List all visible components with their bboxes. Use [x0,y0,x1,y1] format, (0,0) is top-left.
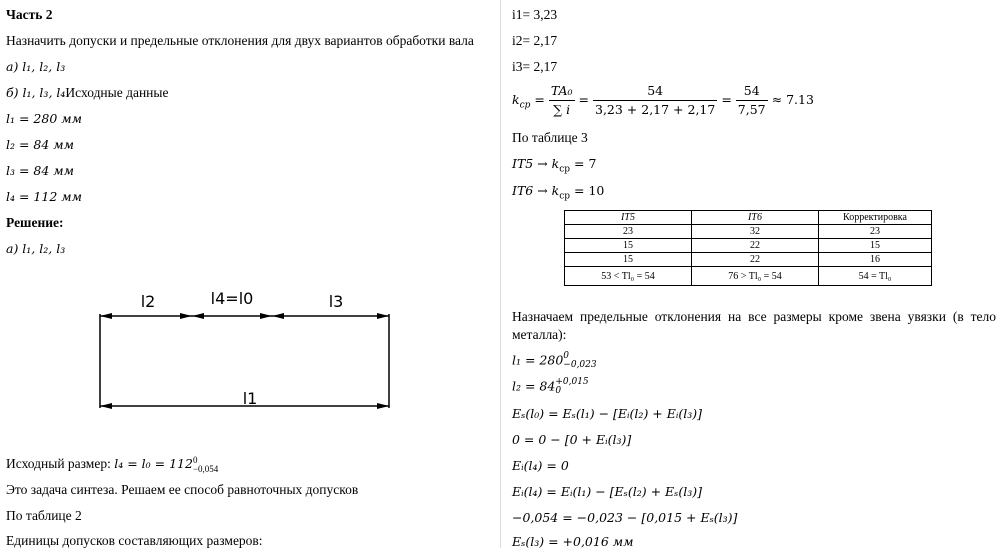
source-size-line [6,456,218,474]
right-column [512,0,996,548]
section-heading: Часть 2 [6,7,53,22]
table-cell: 16 [819,253,932,267]
table-cell: 15 [565,253,692,267]
source-size-upper: 0 [192,455,198,465]
variant-a-solution: а) l₁, l₂, l₃ [6,241,66,256]
arrow-l4-start [192,313,204,319]
kcp-subscript: cp [519,100,531,111]
kcp-formula: $k_{cp}$ = $\frac{\text{TA₀}}{\sum i}$ = $\frac{54}{3,23 + 2,17 + 2,17}$ = $\frac{54}{7,57}$ ≈ 7.13 [512,83,814,117]
l2-value: l₂ = 84 мм [6,137,75,152]
eq5-line: Eᵢ(l₄) = 0 [512,458,569,473]
arrow-l4-end [260,313,272,319]
table-row [565,225,932,239]
synthesis-text: Это задача синтеза. Решаем ее способ равноточных допусков [6,482,359,497]
table-cell: 22 [692,239,819,253]
arrow-l1-end [377,403,389,409]
table-footer-cell: 54 = Tl₀ [819,267,932,286]
initial-data-label: Исходные данные [65,85,169,100]
table-cell: 15 [565,239,692,253]
table-cell: 22 [692,253,819,267]
assign-text: Назначаем предельные отклонения на все размеры кроме звена увязки (в тело металла): [512,309,996,342]
l3-value: l₃ = 84 мм [6,163,75,178]
left-column [6,0,494,548]
i3-value: i3= 2,17 [512,59,558,74]
i1-value: i1= 3,23 [512,7,558,22]
source-size-tolerance [193,456,218,474]
eq4-line: 0 = 0 − [0 + Eᵢ(l₃)] [512,432,632,447]
variant-a: а) l₁, l₂, l₃ [6,59,66,74]
l4-value: l₄ = 112 мм [6,189,82,204]
table3-ref: По таблице 3 [512,130,588,145]
kcp-symbol: k [512,92,520,107]
kcp-fraction-3: $\frac{54}{7,57}$ [737,83,766,117]
arrow-l3-end [377,313,389,319]
eq1-line: l₁ = 280 0 −0,023 [512,351,597,370]
task-text: Назначить допуски и предельные отклонения для двух вариантов обработки вала [6,33,474,48]
eq7-line: −0,054 = −0,023 − [0,015 + Eₛ(l₃)] [512,510,738,525]
source-size-lower: −0,054 [192,464,219,474]
table-header-row [565,211,932,225]
it5-line: $IT5 \to k_{ср} = 7$ [512,156,597,175]
diagram-label-l3: l3 [328,292,344,311]
i2-value: i2= 2,17 [512,33,558,48]
kcp-fraction-1: $\frac{\text{TA₀}}{\sum i}$ [550,83,573,117]
table-header: Корректировка [819,211,932,225]
table-row [565,253,932,267]
tolerance-table [564,210,932,286]
diagram-label-l2: l2 [140,292,156,311]
eq8-line: Eₛ(l₃) = +0,016 мм [512,534,634,549]
diagram-label-l1: l1 [242,389,258,408]
arrow-l2-start [100,313,112,319]
table-footer-cell: 53 < Tl₀ = 54 [565,267,692,286]
arrow-l2-end [180,313,192,319]
table-cell: 23 [819,225,932,239]
diagram-label-l4: l4=l0 [210,289,254,308]
table2-ref: По таблице 2 [6,508,82,523]
table-row [565,239,932,253]
arrow-l3-start [272,313,284,319]
eq2-line: l₂ = 84 +0,015 0 [512,377,589,396]
kcp-result: ≈ 7.13 [771,92,814,107]
it6-line: $IT6 \to k_{ср} = 10$ [512,183,605,202]
kcp-fraction-2: $\frac{54}{3,23 + 2,17 + 2,17}$ [595,83,716,117]
dimension-chain-diagram [6,280,494,420]
arrow-l1-start [100,403,112,409]
variant-b: б) l₁, l₃, l₄ [6,85,66,100]
table-cell: 23 [565,225,692,239]
variant-b-line [6,85,168,101]
source-size-formula: l₄ = l₀ = 112 [114,456,193,472]
table-footer-row [565,267,932,286]
table-cell: 15 [819,239,932,253]
column-divider [500,0,501,548]
eq3-line: Eₛ(l₀) = Eₛ(l₁) − [Eᵢ(l₂) + Eᵢ(l₃)] [512,406,703,421]
table-header: IT5 [565,211,692,225]
table-footer-cell: 76 > Tl₀ = 54 [692,267,819,286]
solution-heading: Решение: [6,215,64,230]
table-header: IT6 [692,211,819,225]
source-size-label: Исходный размер: [6,456,111,472]
eq6-line: Eᵢ(l₄) = Eᵢ(l₁) − [Eₛ(l₂) + Eₛ(l₃)] [512,484,703,499]
table-cell: 32 [692,225,819,239]
l1-value: l₁ = 280 мм [6,111,82,126]
units-heading: Единицы допусков составляющих размеров: [6,533,263,548]
